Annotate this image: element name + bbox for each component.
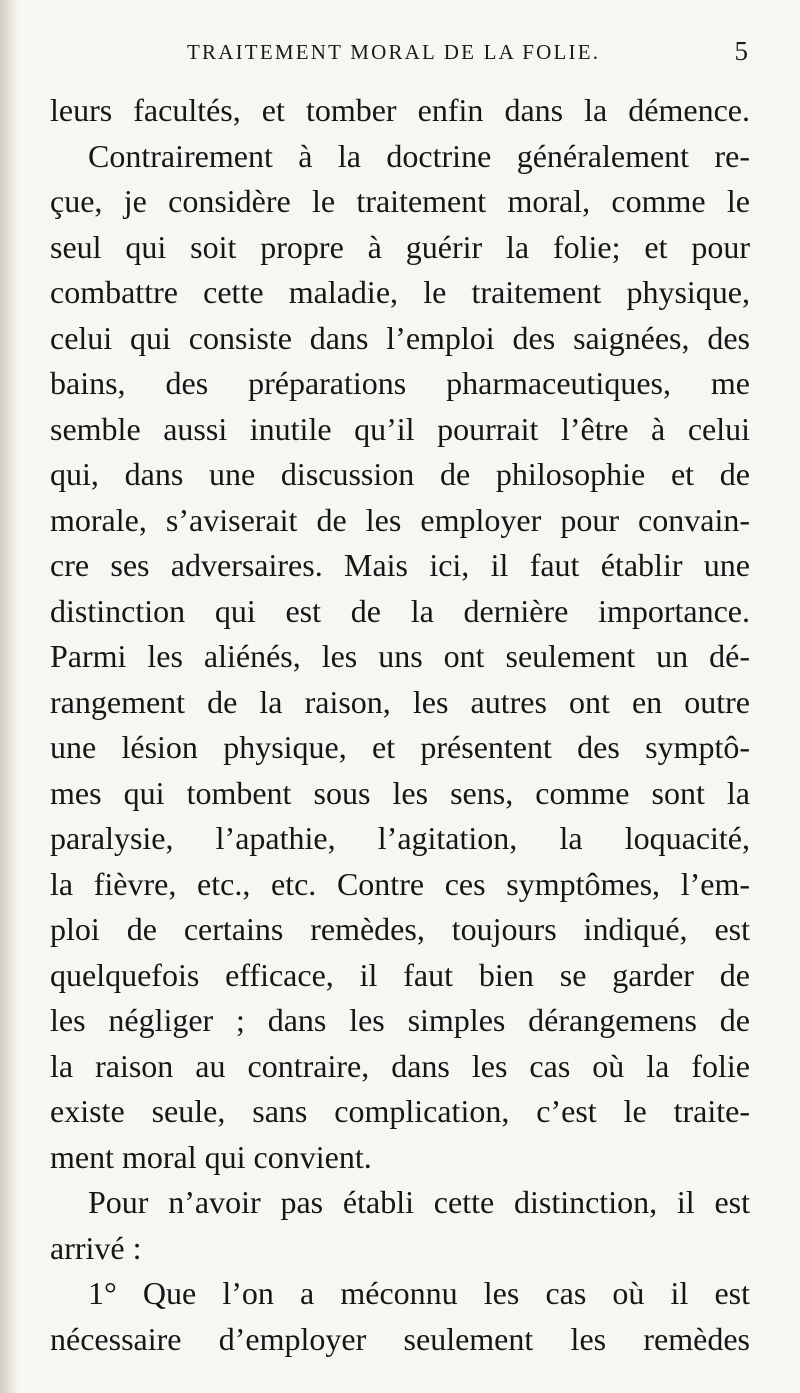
- text-line: une lésion physique, et présentent des symptô-: [50, 729, 750, 765]
- text-line: celui qui consiste dans l’emploi des saignées, des: [50, 319, 750, 356]
- text-line: Contrairement à la doctrine généralement re-: [88, 137, 750, 174]
- text-line: paralysie, l’apathie, l’agitation, la loquacité,: [50, 820, 750, 856]
- text-line: combattre cette maladie, le traitement physique,: [50, 274, 750, 310]
- page-gutter-shadow: [0, 0, 18, 1393]
- text-line: quelquefois efficace, il faut bien se garder de: [50, 956, 750, 993]
- text-line: la raison au contraire, dans les cas où la folie: [50, 1047, 750, 1084]
- text-line: ment moral qui convient.: [50, 1138, 372, 1175]
- text-line: semble aussi inutile qu’il pourrait l’être à celui: [50, 410, 750, 447]
- text-line: Parmi les aliénés, les uns ont seulement un dé-: [50, 638, 750, 674]
- text-line: seul qui soit propre à guérir la folie; et pour: [50, 228, 750, 265]
- text-line: morale, s’aviserait de les employer pour convain-: [50, 501, 750, 538]
- text-line: cre ses adversaires. Mais ici, il faut établir une: [50, 547, 750, 583]
- text-line: les négliger ; dans les simples dérangemens de: [50, 1002, 750, 1038]
- text-line: rangement de la raison, les autres ont en outre: [50, 683, 750, 720]
- text-line: çue, je considère le traitement moral, comme le: [50, 183, 750, 219]
- text-line: mes qui tombent sous les sens, comme sont la: [50, 774, 750, 811]
- text-line: arrivé :: [50, 1229, 142, 1266]
- page-header: [0, 36, 800, 70]
- text-line: bains, des préparations pharmaceutiques, me: [50, 365, 750, 401]
- page-number: 5: [734, 36, 748, 66]
- text-line: distinction qui est de la dernière importance.: [50, 592, 750, 629]
- text-line: la fièvre, etc., etc. Contre ces symptômes, l’em-: [50, 865, 750, 902]
- body-text: [50, 88, 750, 1362]
- running-title: TRAITEMENT MORAL DE LA FOLIE.: [187, 40, 601, 64]
- text-line: 1° Que l’on a méconnu les cas où il est: [88, 1275, 750, 1311]
- text-line: Pour n’avoir pas établi cette distinction, il est: [88, 1184, 750, 1220]
- text-line: leurs facultés, et tomber enfin dans la démence.: [50, 92, 750, 128]
- text-line: qui, dans une discussion de philosophie et de: [50, 456, 750, 492]
- text-line: nécessaire d’employer seulement les remèdes: [50, 1320, 750, 1357]
- text-line: ploi de certains remèdes, toujours indiqué, est: [50, 911, 750, 947]
- text-line: existe seule, sans complication, c’est le traite-: [50, 1093, 750, 1129]
